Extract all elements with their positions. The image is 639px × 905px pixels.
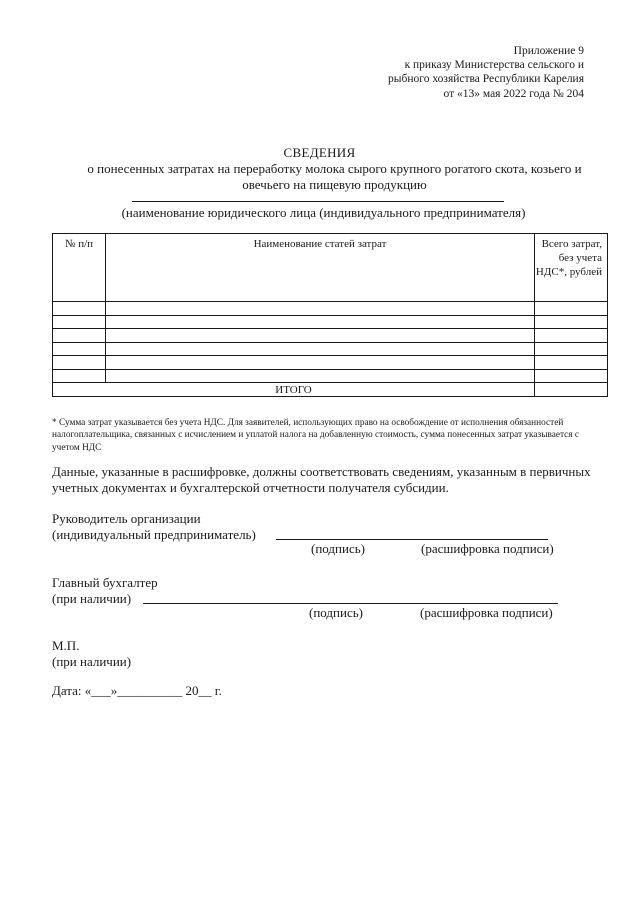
accountant-title: Главный бухгалтер <box>52 575 158 590</box>
entity-name-caption: (наименование юридического лица (индивидуального предпринимателя) <box>121 205 526 220</box>
costs-table <box>52 233 608 397</box>
table-cell-cost-item[interactable] <box>106 369 535 383</box>
stamp-label: М.П. <box>52 638 80 653</box>
table-row <box>53 302 608 316</box>
table-cell-total[interactable] <box>535 315 608 329</box>
head-title: Руководитель организации <box>52 511 201 526</box>
entity-name-line <box>132 201 504 202</box>
table-cell-cost-item[interactable] <box>106 356 535 370</box>
table-cell-number[interactable] <box>53 356 106 370</box>
table-cell-number[interactable] <box>53 302 106 316</box>
document-title: СВЕДЕНИЯ <box>283 145 356 160</box>
table-cell-cost-item[interactable] <box>106 342 535 356</box>
accountant-signature-line[interactable] <box>143 603 558 604</box>
table-row <box>53 315 608 329</box>
table-row <box>53 342 608 356</box>
table-cell-total[interactable] <box>535 356 608 370</box>
vat-footnote: * Сумма затрат указывается без учета НДС. Для заявителей, использующих право на освобождение от исполнения обязанностей налогоплательщика, связанных с исчислением и уплатой налога на добавленную стоимость, сумма понесенных затрат указывается с учетом НДС <box>52 418 580 453</box>
header-cost-item: Наименование статей затрат <box>106 234 535 302</box>
appendix-line: Приложение 9 <box>513 45 584 57</box>
head-sign-caption: (подпись) <box>311 541 365 556</box>
stamp-note: (при наличии) <box>52 654 132 669</box>
table-header-row <box>53 234 608 302</box>
head-signature-label <box>52 511 256 543</box>
header-total-cost: Всего затрат, без учета НДС*, рублей <box>535 234 608 302</box>
appendix-reference <box>388 44 584 101</box>
accountant-subtitle: (при наличии) <box>52 591 132 606</box>
date-line[interactable]: Дата: «___»__________ 20__ г. <box>52 683 222 698</box>
appendix-line: к приказу Министерства сельского и <box>404 59 584 72</box>
table-cell-number[interactable] <box>53 315 106 329</box>
table-row <box>53 369 608 383</box>
accountant-sign-caption: (подпись) <box>309 605 363 620</box>
table-cell-number[interactable] <box>53 369 106 383</box>
total-label: ИТОГО <box>53 383 535 397</box>
stamp-place <box>52 638 131 670</box>
table-cell-total[interactable] <box>535 302 608 316</box>
header-number: № п/п <box>53 234 106 302</box>
appendix-line: рыбного хозяйства Республики Карелия <box>388 73 584 86</box>
accountant-decode-caption: (расшифровка подписи) <box>420 605 553 620</box>
table-cell-total[interactable] <box>535 329 608 343</box>
table-cell-number[interactable] <box>53 329 106 343</box>
document-subtitle: о понесенных затратах на переработку молока сырого крупного рогатого скота, козьего и овечьего на пищевую продукцию <box>87 161 582 192</box>
table-row <box>53 356 608 370</box>
data-statement: Данные, указанные в расшифровке, должны соответствовать сведениям, указанным в первичных учетных документах и бухгалтерской отчетности получателя субсидии. <box>52 464 591 495</box>
table-cell-cost-item[interactable] <box>106 315 535 329</box>
table-cell-total[interactable] <box>535 369 608 383</box>
table-total-row <box>53 383 608 397</box>
table-cell-cost-item[interactable] <box>106 302 535 316</box>
table-cell-number[interactable] <box>53 342 106 356</box>
head-decode-caption: (расшифровка подписи) <box>421 541 554 556</box>
table-row <box>53 329 608 343</box>
table-cell-total[interactable] <box>535 342 608 356</box>
table-cell-cost-item[interactable] <box>106 329 535 343</box>
appendix-line: от «13» мая 2022 года № 204 <box>443 87 584 100</box>
head-subtitle: (индивидуальный предприниматель) <box>52 527 256 542</box>
total-value-cell[interactable] <box>535 383 608 397</box>
head-signature-line[interactable] <box>276 539 548 540</box>
accountant-signature-label <box>52 575 158 607</box>
